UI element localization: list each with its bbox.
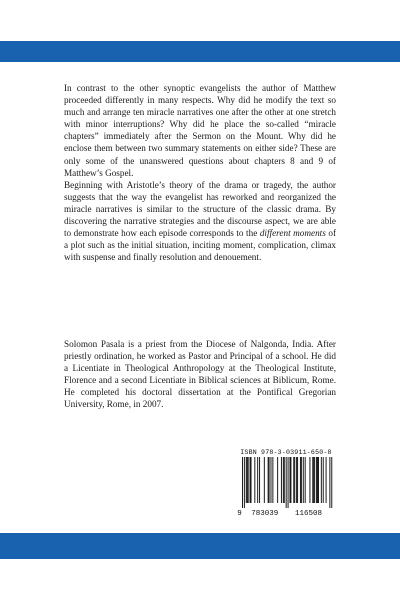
barcode-bar — [297, 457, 298, 503]
barcode-bar — [244, 457, 245, 508]
author-bio — [64, 338, 336, 411]
barcode-bar — [246, 457, 247, 503]
barcode-bar — [300, 457, 301, 503]
barcode-bar — [331, 457, 332, 508]
barcode-bar — [283, 457, 284, 503]
barcode-bar — [247, 457, 248, 503]
back-cover-blurb — [64, 82, 336, 263]
barcode-bar — [242, 457, 243, 508]
barcode-bar — [294, 457, 295, 503]
bottom-color-band — [0, 533, 400, 559]
barcode-bar — [309, 457, 310, 503]
barcode-digits: 783039 — [251, 510, 279, 516]
barcode-bar — [259, 457, 260, 503]
barcode-bar — [251, 457, 252, 503]
barcode-bar — [305, 457, 306, 503]
author-bio-text: Solomon Pasala is a priest from the Diocese of Nalgonda, India. After priestly ordination, he worked as Pastor and Principal of a school. He did a Licentiate in Theological Anthropology at the Theological Institute, Florence and a second Licentiate in Biblical sciences at Biblicum, Rome. He completed his doctoral dissertation at the Pontifical Gregorian University, Rome, in 2007. — [64, 339, 336, 410]
barcode-bar — [286, 457, 287, 508]
barcode-bar — [314, 457, 315, 503]
barcode-bar — [290, 457, 291, 503]
barcode-bar — [284, 457, 285, 503]
barcode-bar — [288, 457, 289, 508]
barcode-bar — [317, 457, 318, 503]
barcode-bar — [268, 457, 269, 503]
barcode-bar — [248, 457, 249, 503]
barcode-bar — [318, 457, 319, 503]
barcode-bar — [271, 457, 272, 503]
blurb-emphasis: different moments — [259, 228, 326, 239]
barcode-bar — [250, 457, 251, 503]
barcode-digits: 116508 — [294, 510, 323, 516]
barcode-bar — [257, 457, 258, 503]
isbn-barcode — [236, 448, 336, 516]
barcode-bar — [326, 457, 327, 503]
barcode-bar — [301, 457, 302, 503]
top-color-band — [0, 41, 400, 62]
barcode-bar — [329, 457, 330, 508]
barcode-digits: 9 — [237, 510, 242, 516]
blurb-paragraph-2 — [64, 179, 336, 264]
barcode-bar — [254, 457, 255, 503]
barcode-bar — [321, 457, 322, 503]
barcode-bar — [313, 457, 314, 503]
barcode-bar — [290, 457, 291, 503]
barcode-bar — [277, 457, 278, 503]
blurb-paragraph-2-end: of a plot such as the initial situation, inciting moment, complication, climax with suspense and finally resolution and denouement. — [64, 228, 337, 263]
blurb-paragraph-2-start: Beginning with Aristotle’s theory of the drama or tragedy, the author suggests that the way the evangelist has reworked and reorganized the miracle narratives is similar to the structure of the classic drama. By discovering the narrative strategies and the discourse aspect, we are able to demonstrate how each episode corresponds to the — [64, 179, 336, 239]
blurb-paragraph-1: In contrast to the other synoptic evangelists the author of Matthew proceeded differently in many respects. Why did he modify the text so much and arrange ten miracle narratives one after the other at one stretch with minor interruptions? Why did he place the so-called “miracle chapters” immediately after the Sermon on the Mount. Why did he enclose them between two summary statements on either side? These are only some of the unanswered questions about chapters 8 and 9 of Matthew’s Gospel. — [64, 83, 336, 178]
isbn-label: ISBN 978-3-03911-650-8 — [240, 449, 332, 456]
barcode-bar — [272, 457, 273, 503]
barcode-bar — [316, 457, 317, 503]
barcode-bar — [296, 457, 297, 503]
barcode-bar — [269, 457, 270, 503]
barcode-bar — [281, 457, 282, 503]
barcode-bar — [264, 457, 265, 503]
barcode-bar — [323, 457, 324, 503]
barcode-graphic — [236, 457, 336, 516]
barcode-bar — [303, 457, 304, 503]
barcode-bar — [293, 457, 294, 503]
barcode-bar — [312, 457, 313, 503]
